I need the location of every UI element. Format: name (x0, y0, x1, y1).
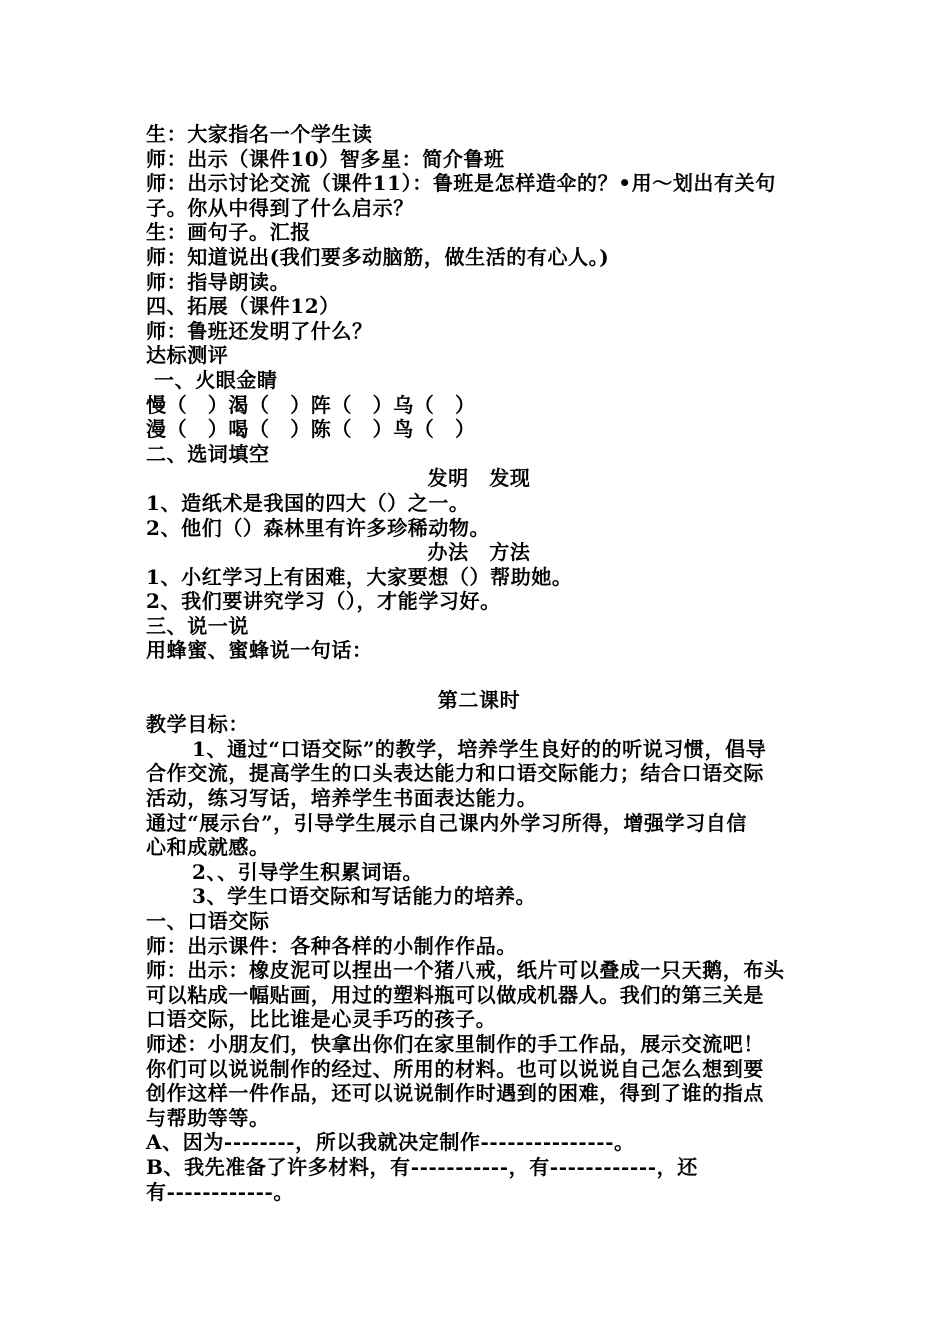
text-line: 心和成就感。 (146, 835, 270, 860)
exercise-line: 慢（ ）渴（ ）阵（ ）乌（ ） (146, 392, 476, 417)
text-line: 师：鲁班还发明了什么？ (146, 318, 373, 343)
exercise-line: 漫（ ）喝（ ）陈（ ）鸟（ ） (146, 417, 476, 442)
text-line: 3、学生口语交际和写话能力的培养。 (192, 884, 537, 909)
text-line: 你们可以说说制作的经过、所用的材料。也可以说说自己怎么想到要 (146, 1056, 764, 1081)
text-line: 口语交际，比比谁是心灵手巧的孩子。 (146, 1007, 497, 1032)
text-line: 子。你从中得到了什么启示？ (146, 195, 414, 220)
text-line: 生：大家指名一个学生读 (146, 122, 373, 146)
section-heading: 达标测评 (146, 343, 229, 368)
text-line: 创作这样一件作品，还可以说说制作时遇到的困难，得到了谁的指点 (146, 1081, 764, 1106)
section-heading: 二、选词填空 (146, 441, 270, 466)
section-heading: 一、口语交际 (146, 909, 270, 933)
text-line: 师：出示讨论交流（课件11）：鲁班是怎样造伞的？•用～划出有关句 (146, 171, 776, 196)
section-heading: 一、火眼金睛 (154, 367, 278, 392)
text-line: 师：指导朗读。 (146, 269, 291, 294)
text-line: 2、、引导学生积累词语。 (192, 859, 424, 884)
text-line: 可以粘成一幅贴画，用过的塑料瓶可以做成机器人。我们的第三关是 (146, 982, 764, 1007)
text-line: 通过“展示台”，引导学生展示自己课内外学习所得，增强学习自信 (146, 810, 748, 835)
document-page (146, 122, 812, 1204)
spacer (146, 663, 812, 688)
text-line: 师：出示：橡皮泥可以捏出一个猪八戒，纸片可以叠成一只天鹅，布头 (146, 958, 785, 983)
lesson-title: 第二课时 (437, 687, 521, 712)
word-choices: 发明 发现 (427, 466, 531, 491)
text-line: 师：出示课件：各种各样的小制作作品。 (146, 933, 517, 958)
text-line: 与帮助等等。 (146, 1105, 270, 1130)
section-heading: 教学目标： (146, 712, 249, 737)
fill-in-line: B、我先准备了许多材料，有-----------，有------------，还 (146, 1154, 698, 1179)
text-line: 生：画句子。汇报 (146, 220, 311, 245)
text-line: 师述：小朋友们，快拿出你们在家里制作的手工作品，展示交流吧！ (146, 1031, 764, 1056)
text-line: 师：出示（课件10）智多星：简介鲁班 (146, 146, 505, 171)
exercise-line: 1、小红学习上有困难，大家要想（）帮助她。 (146, 564, 573, 589)
exercise-line: 2、我们要讲究学习（），才能学习好。 (146, 589, 501, 614)
text-line: 师：知道说出(我们要多动脑筋，做生活的有心人。) (146, 244, 610, 269)
exercise-line: 2、他们（）森林里有许多珍稀动物。 (146, 515, 491, 540)
fill-in-line: 有------------。 (146, 1179, 295, 1204)
fill-in-line: A、因为--------，所以我就决定制作---------------。 (146, 1130, 635, 1155)
word-choices: 办法 方法 (427, 540, 531, 565)
text-line: 1、通过“口语交际”的教学，培养学生良好的的听说习惯，倡导 (192, 736, 767, 761)
text-line: 用蜂蜜、蜜蜂说一句话： (146, 638, 373, 663)
section-heading: 四、拓展（课件12） (146, 294, 340, 319)
text-line: 合作交流，提高学生的口头表达能力和口语交际能力；结合口语交际 (146, 761, 764, 786)
exercise-line: 1、造纸术是我国的四大（）之一。 (146, 490, 470, 515)
section-heading: 三、说一说 (146, 613, 249, 638)
text-line: 活动，练习写话，培养学生书面表达能力。 (146, 786, 538, 811)
